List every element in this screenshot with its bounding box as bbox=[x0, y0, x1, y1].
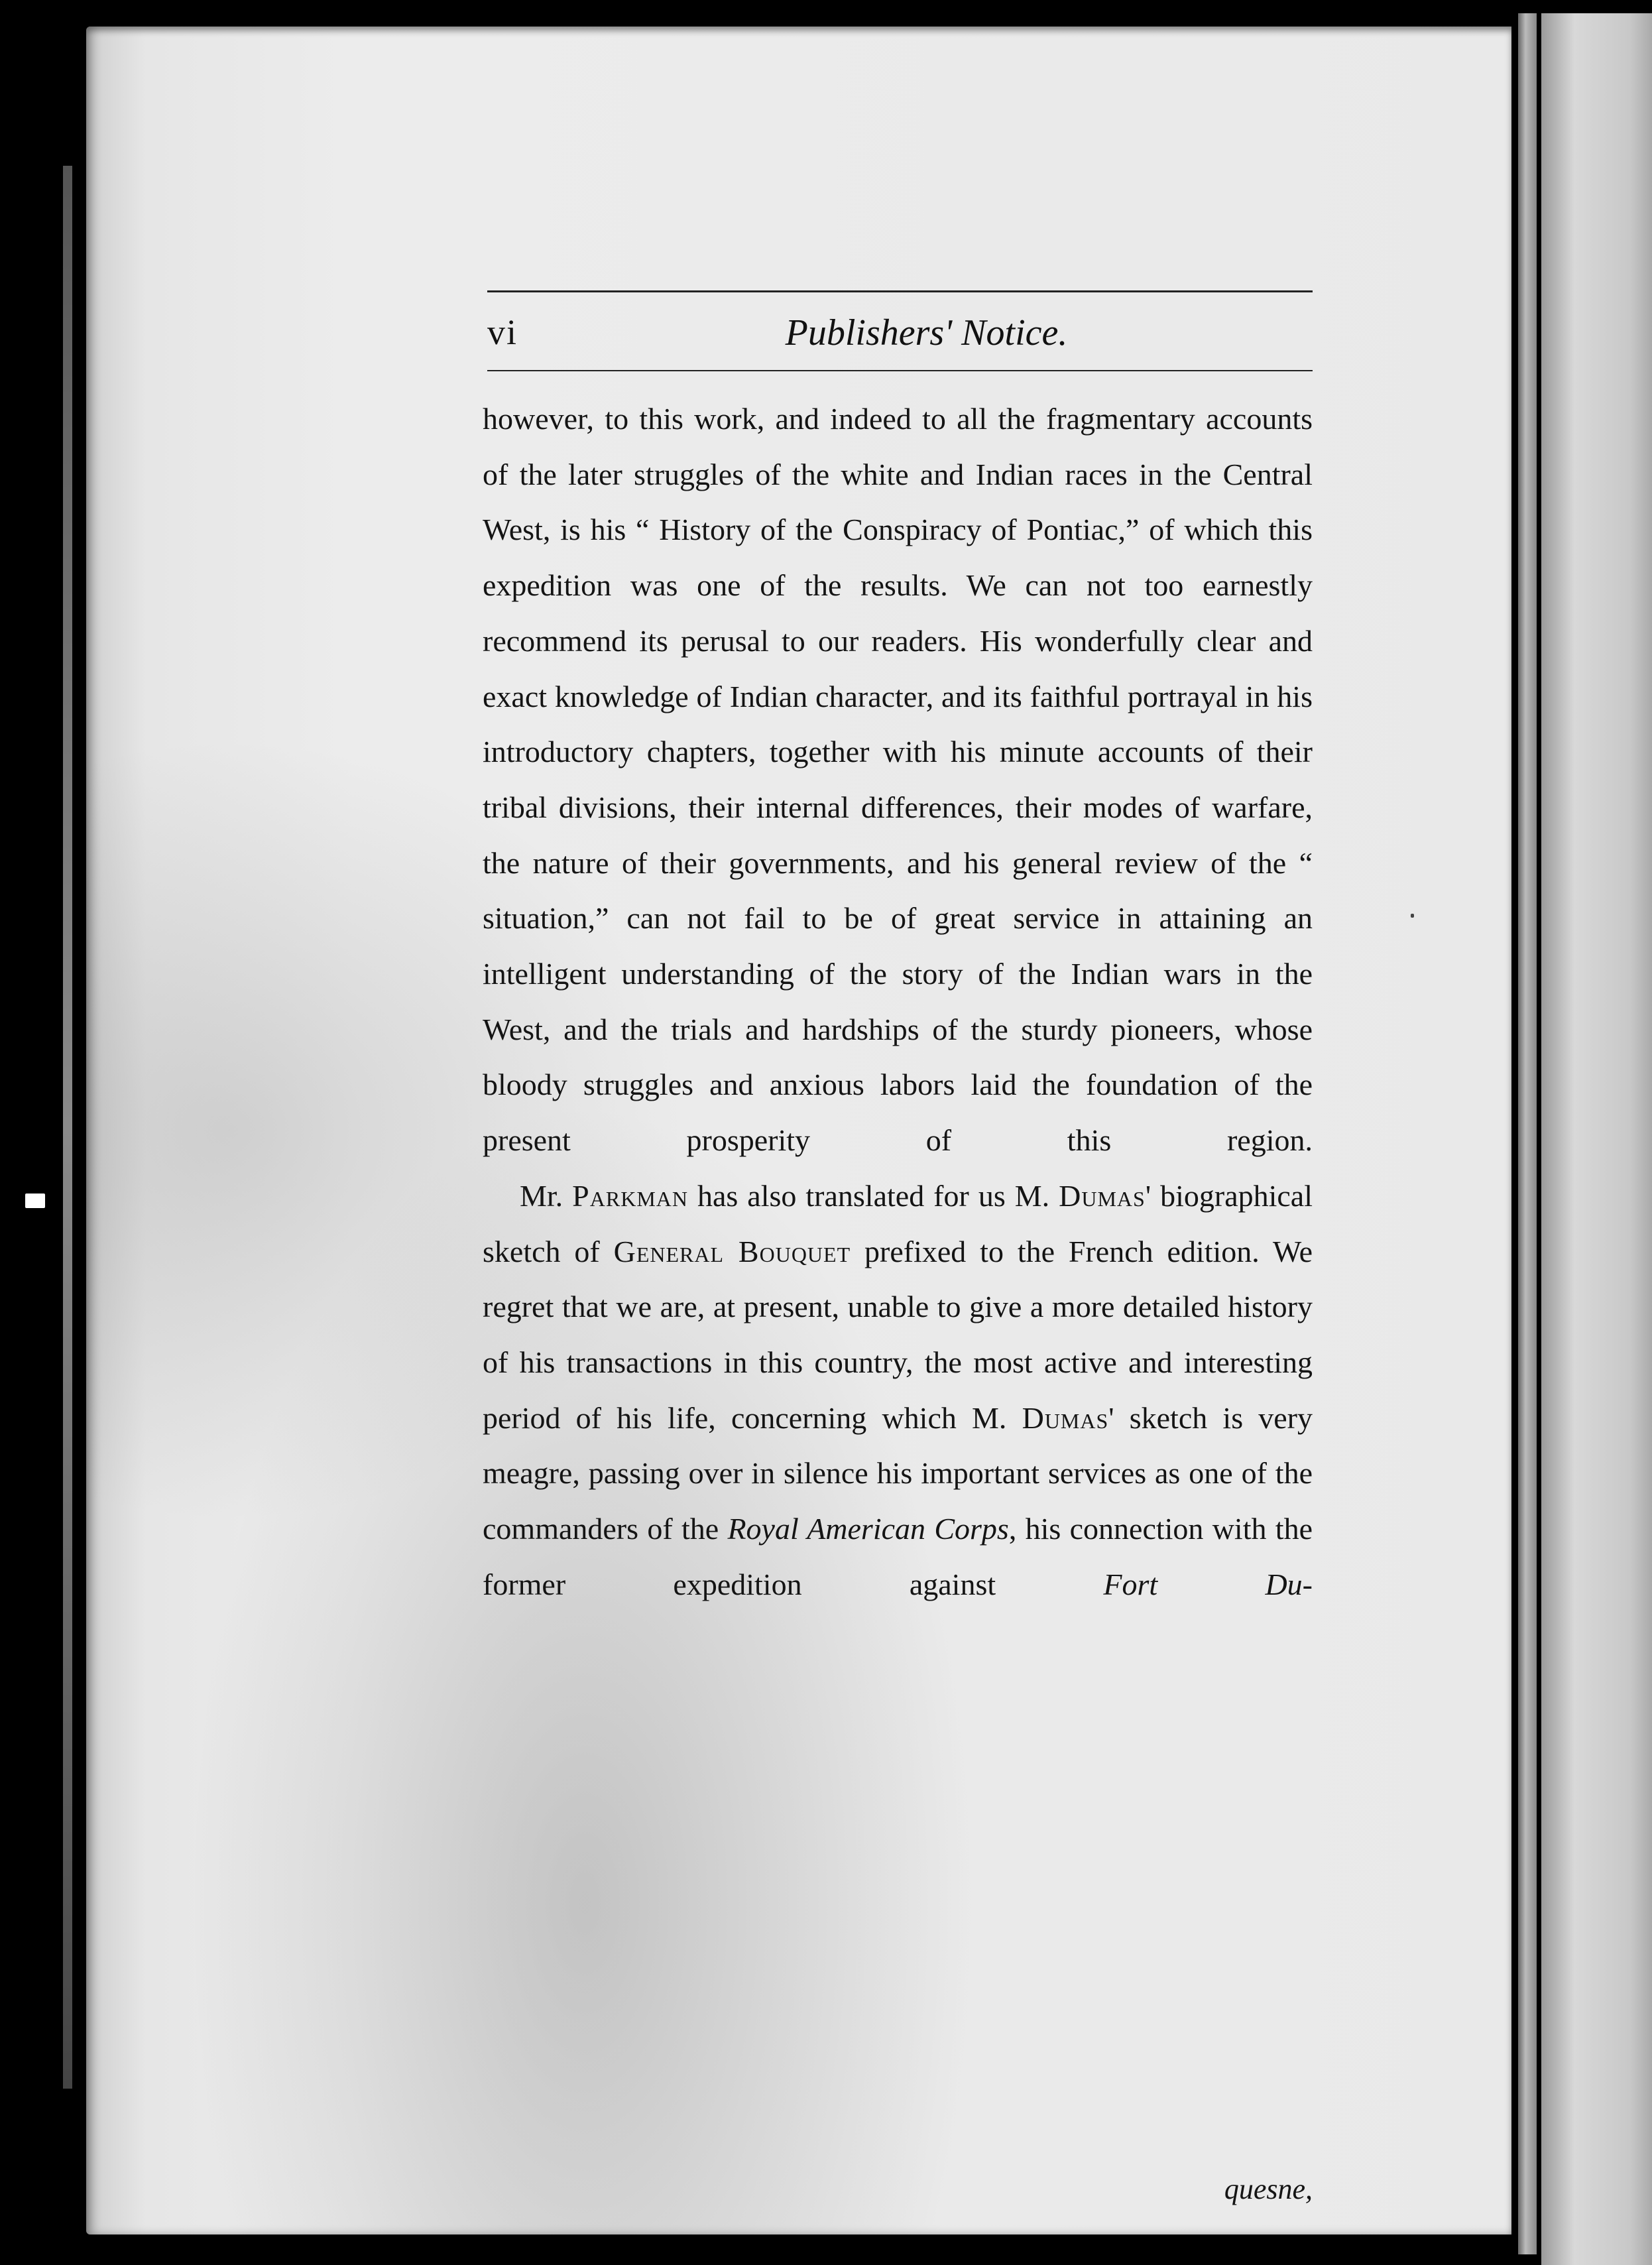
paragraph-parkman bbox=[483, 1168, 1313, 1613]
catchword: quesne, bbox=[1224, 2173, 1313, 2205]
name-parkman: Parkman bbox=[572, 1178, 688, 1213]
text-run: ' biographical sketch of bbox=[483, 1178, 1313, 1268]
running-header bbox=[487, 312, 1313, 358]
running-title: Publishers' Notice. bbox=[785, 312, 1068, 353]
header-rule-bottom bbox=[487, 370, 1313, 371]
text-run: has also translated for us M. bbox=[688, 1178, 1059, 1213]
text-run: , his connection with the former expedition against bbox=[483, 1512, 1313, 1601]
name-dumas: Dumas bbox=[1059, 1178, 1146, 1213]
binding-shadow bbox=[63, 166, 72, 2089]
text-run: ' sketch is very meagre, passing over in silence his important services as one of the commanders of the bbox=[483, 1400, 1313, 1546]
name-general-bouquet: General Bouquet bbox=[613, 1234, 851, 1268]
scan-speck bbox=[25, 1194, 45, 1208]
name-dumas: Dumas bbox=[1022, 1400, 1109, 1435]
paragraph-continued: however, to this work, and indeed to all the fragmentary accounts of the later struggles of the white and Indian races in the Central West, is his “ History of the Conspiracy of Pontiac,” of which this expedition was one of the results. We can not too earnestly recommend its perusal to our readers. His wonderfully clear and exact knowledge of Indian character, and its faithful portrayal in his introductory chapters, together with his minute accounts of their tribal divisions, their internal differences, their modes of warfare, the nature of their governments, and his general review of the “ situation,” can not fail to be of great service in attaining an intelligent understanding of the story of the Indian wars in the West, and the trials and hardships of the sturdy pioneers, whose bloody struggles and anxious labors laid the foundation of the present prosperity of this region. bbox=[483, 402, 1313, 1158]
text-run: Mr. bbox=[520, 1178, 573, 1213]
header-rule-top bbox=[487, 290, 1313, 292]
page-fore-edge bbox=[1518, 13, 1537, 2254]
text-run: prefixed to the French edition. We regret that we are, at present, unable to give a more detailed history of his transactions in this country, the most active and interesting period of his life, concerning which M. bbox=[483, 1234, 1313, 1435]
main-text-block bbox=[483, 391, 1313, 2205]
adjacent-page-edge bbox=[1541, 13, 1652, 2265]
scan-speck bbox=[1411, 914, 1414, 918]
italic-fort-duquesne: Fort Du- bbox=[1103, 1567, 1313, 1601]
page-number: vi bbox=[487, 312, 518, 352]
italic-royal-american-corps: Royal American Corps bbox=[727, 1512, 1009, 1546]
